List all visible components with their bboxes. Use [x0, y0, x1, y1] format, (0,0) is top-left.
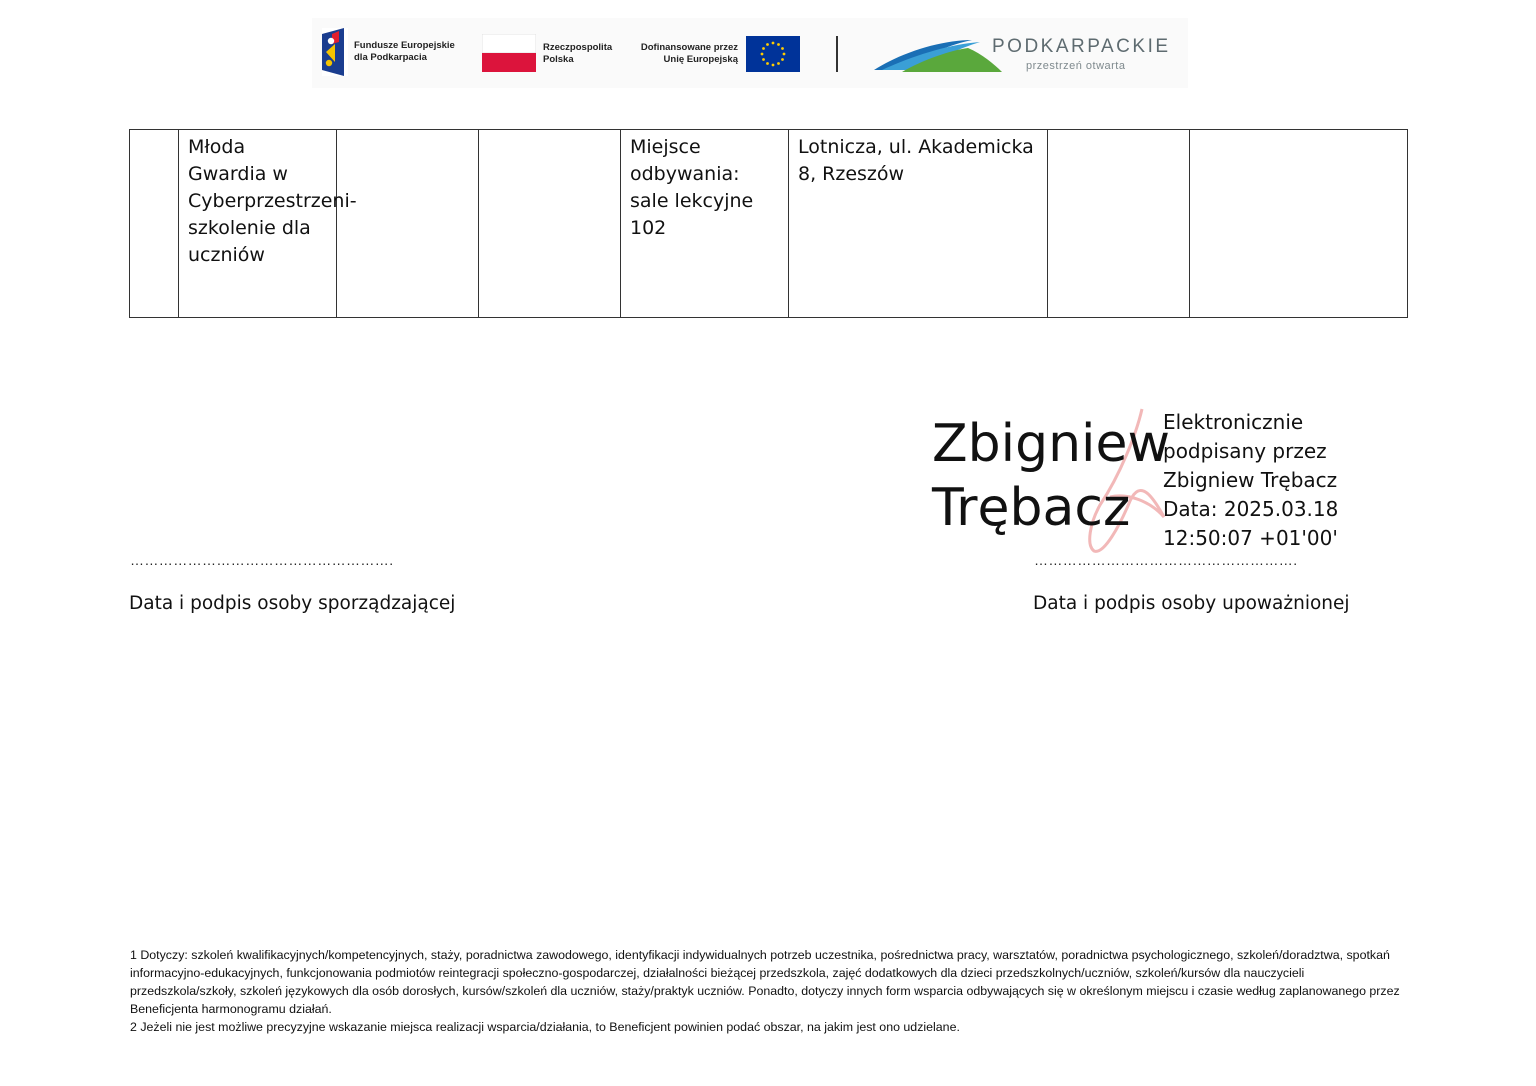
eu-flag-icon: [746, 36, 800, 72]
rp-line1: Rzeczpospolita: [543, 42, 613, 53]
signature-info-line: Data: 2025.03.18: [1163, 497, 1339, 521]
signature-info: [1163, 408, 1338, 553]
fe-line2: dla Podkarpacia: [354, 52, 427, 63]
polish-flag-icon: [482, 34, 536, 72]
eu-logo: [634, 34, 804, 74]
signature-name-line2: Trębacz: [932, 478, 1131, 538]
signature-name-line1: Zbigniew: [932, 414, 1171, 474]
right-signature-label: Data i podpis osoby upoważnionej: [1033, 593, 1350, 614]
schedule-table: [129, 129, 1408, 318]
signature-info-line: Elektronicznie: [1163, 410, 1304, 434]
logo-bar: [312, 18, 1188, 88]
footnote-2: 2 Jeżeli nie jest możliwe precyzyjne wskazanie miejsca realizacji wsparcia/działania, to Beneficjent powinien podać obszar, na jakim jest ono udzielane.: [130, 1020, 960, 1034]
rp-line2: Polska: [543, 54, 574, 65]
footnotes: [130, 946, 1410, 1036]
fe-emblem-icon: [322, 28, 348, 76]
podkarpackie-logo: [872, 32, 1182, 82]
pk-title: PODKARPACKIE: [992, 36, 1171, 57]
logo-divider: [836, 36, 838, 72]
rp-logo: [482, 34, 622, 74]
left-signature-label: Data i podpis osoby sporządzającej: [129, 593, 456, 614]
signature-name: [932, 412, 1170, 540]
fe-logo: [322, 28, 462, 76]
signature-info-line: Zbigniew Trębacz: [1163, 468, 1338, 492]
left-signature-line: ……………………………………………….: [130, 552, 394, 568]
right-signature-line: ……………………………………………….: [1034, 552, 1298, 568]
signature-info-line: podpisany przez: [1163, 439, 1327, 463]
footnote-1: 1 Dotyczy: szkoleń kwalifikacyjnych/kompetencyjnych, staży, poradnictwa zawodowego, identyfikacji indywidualnych potrzeb uczestnika, pośrednictwa pracy, warsztatów, poradnictwa psychologicznego, szkoleń/doradztwa, spotkań informacyjno-edukacyjnych, funkcjonowania podmiotów reintegracji społeczno-gospodarczej, działalności bieżącej przedszkola, zajęć dodatkowych dla dzieci przedszkolnych/uczniów, szkoleń/kursów dla nauczycieli przedszkola/szkoły, szkoleń językowych dla osób dorosłych, kursów/szkoleń dla uczniów, staży/praktyk uczniów. Ponadto, dotyczy innych form wsparcia odbywających się w określonym miejscu i czasie według zaplanowanego przez Beneficjenta harmonogramu działań.: [130, 948, 1400, 1016]
ue-line1: Dofinansowane przez: [640, 42, 738, 53]
signature-info-line: 12:50:07 +01'00': [1163, 526, 1338, 550]
table-cell: [479, 130, 621, 318]
ue-line2: Unię Europejską: [663, 54, 738, 65]
table-cell-address: Lotnicza, ul. Akademicka 8, Rzeszów: [789, 130, 1048, 318]
fe-line1: Fundusze Europejskie: [354, 40, 455, 51]
table-cell: [337, 130, 479, 318]
table-cell: [1190, 130, 1408, 318]
table-cell: [1048, 130, 1190, 318]
table-cell-location-room: Miejsce odbywania: sale lekcyjne 102: [621, 130, 789, 318]
table-row: [130, 130, 1408, 318]
table-cell: [130, 130, 179, 318]
pk-subtitle: przestrzeń otwarta: [1026, 60, 1126, 72]
podkarpackie-hills-icon: [872, 34, 1004, 76]
table-cell-training-name: Młoda Gwardia w Cyberprzestrzeni- szkolenie dla uczniów: [179, 130, 337, 318]
